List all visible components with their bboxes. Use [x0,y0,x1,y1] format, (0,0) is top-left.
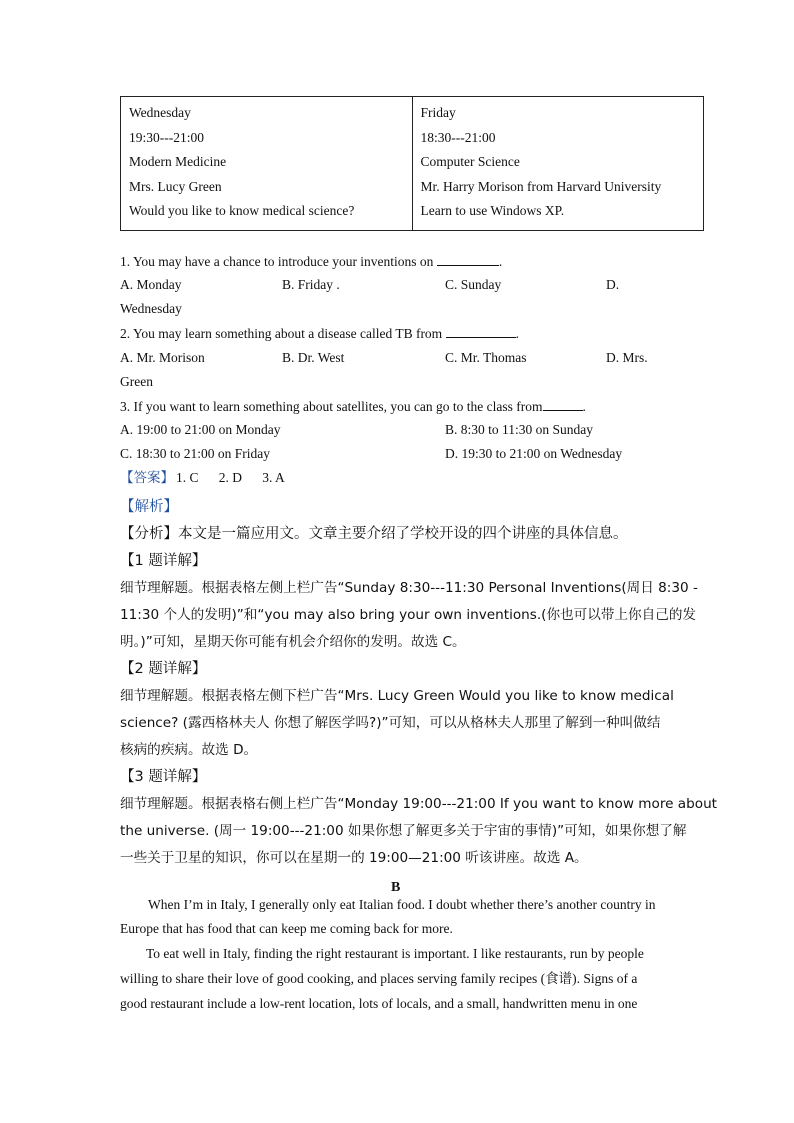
passage-line: When I’m in Italy, I generally only eat Italian food. I doubt whether there’s another country in [148,897,656,912]
answer-blank [437,252,499,266]
q1-option-a: A. Monday [120,277,182,292]
passage-line: To eat well in Italy, finding the right restaurant is important. I like restaurants, run by people [146,946,644,961]
detail-2-title: 【2 题详解】 [120,661,207,677]
q2-option-a: A. Mr. Morison [120,350,205,365]
lecture-cell-friday [412,97,704,231]
answer-blank [543,397,583,411]
q2-option-c: C. Mr. Thomas [445,350,527,365]
lecture-schedule-table [120,96,704,231]
detail-3-line: 一些关于卫星的知识，你可以在星期一的 19:00—21:00 听该讲座。故选 A。 [120,850,588,866]
q1-option-d: D. [606,277,620,292]
answer-tag: 【答案】 [120,470,174,486]
lecture-note: Would you like to know medical science? [129,203,355,218]
passage-line: willing to share their love of good cooking, and places serving family recipes (食谱). Signs of a [120,971,638,986]
q1-option-b: B. Friday . [282,277,340,292]
detail-3-line: 细节理解题。根据表格右侧上栏广告“Monday 19:00---21:00 If you want to know more about [120,796,718,812]
q2-option-d-text: Green [120,374,153,389]
lecture-speaker: Mrs. Lucy Green [129,178,222,194]
detail-2-line: 核病的疾病。故选 D。 [120,742,258,758]
detail-1-line: 细节理解题。根据表格左侧上栏广告“Sunday 8:30---11:30 Personal Inventions(周日 8:30 - [120,580,698,596]
detail-1-line: 明。)”可知，星期天你可能有机会介绍你的发明。故选 C。 [120,634,466,650]
q1-option-d-text: Wednesday [120,301,182,316]
section-b-heading: B [391,880,401,895]
table-row [121,97,704,231]
question-2-stem: 2. You may learn something about a disease called TB from . [120,326,519,341]
analysis-overview: 【分析】本文是一篇应用文。文章主要介绍了学校开设的四个讲座的具体信息。 [120,526,628,542]
q1-option-c: C. Sunday [445,277,502,292]
lecture-time: 18:30---21:00 [420,129,496,145]
detail-2-line: science? (露西格林夫人 你想了解医学吗?)”可知，可以从格林夫人那里了解到一种叫做结 [120,715,661,731]
q3-option-b: B. 8:30 to 11:30 on Sunday [445,422,594,437]
lecture-day: Friday [420,105,456,120]
answer-blank [446,324,516,338]
lecture-cell-wednesday [121,97,413,231]
lecture-time: 19:30---21:00 [129,129,204,145]
detail-3-title: 【3 题详解】 [120,769,207,785]
detail-1-title: 【1 题详解】 [120,553,207,569]
lecture-speaker: Mr. Harry Morison from Harvard University [420,178,662,194]
q3-option-d: D. 19:30 to 21:00 on Wednesday [445,446,623,461]
passage-line: Europe that has food that can keep me coming back for more. [120,921,453,936]
question-1-stem: 1. You may have a chance to introduce your inventions on . [120,254,503,269]
lecture-note: Learn to use Windows XP. [420,203,565,218]
analysis-title: 【解析】 [120,499,178,515]
q2-option-b: B. Dr. West [282,350,345,365]
question-3-stem: 3. If you want to learn something about satellites, you can go to the class from . [120,399,586,414]
q3-option-c: C. 18:30 to 21:00 on Friday [120,446,271,461]
lecture-subject: Computer Science [420,154,520,169]
q3-option-a: A. 19:00 to 21:00 on Monday [120,422,281,437]
detail-1-line: 11:30 个人的发明)”和“you may also bring your own inventions.(你也可以带上你自己的发 [120,607,697,623]
detail-2-line: 细节理解题。根据表格左侧下栏广告“Mrs. Lucy Green Would you like to know medical [120,688,674,704]
detail-3-line: the universe. (周一 19:00---21:00 如果你想了解更多关于宇宙的事情)”可知，如果你想了解 [120,823,687,839]
passage-line: good restaurant include a low-rent location, lots of locals, and a small, handwritten menu in one [120,996,638,1011]
lecture-subject: Modern Medicine [129,154,227,169]
answer-line: 【答案】 1. C 2. D 3. A [120,470,285,486]
q2-option-d: D. Mrs. [606,350,648,365]
lecture-day: Wednesday [129,105,191,120]
